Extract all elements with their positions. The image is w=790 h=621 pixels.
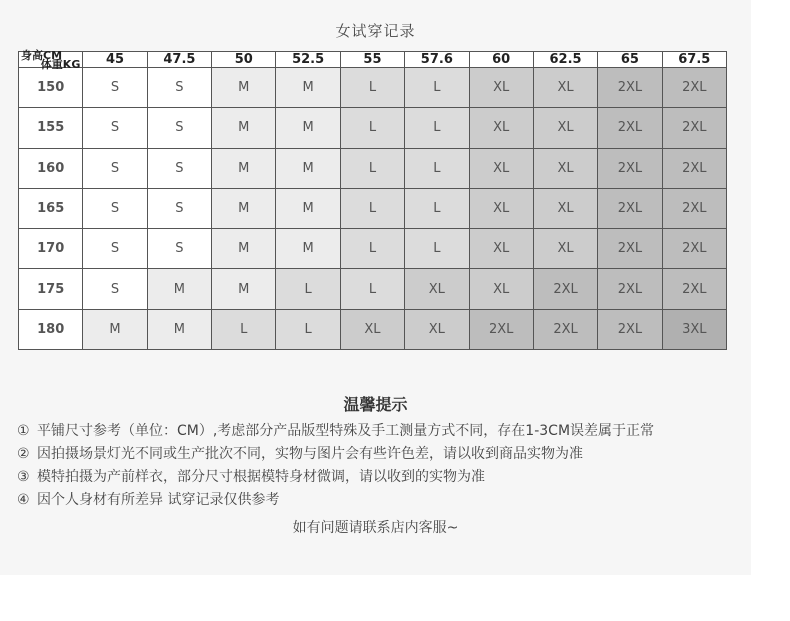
size-cell: 2XL	[598, 229, 662, 269]
tip-text: 因个人身材有所差异 试穿记录仅供参考	[37, 492, 280, 508]
size-cell: M	[212, 229, 276, 269]
table-row	[19, 188, 727, 228]
size-cell: XL	[533, 188, 597, 228]
tip-number: ②	[17, 446, 30, 462]
table-row	[19, 148, 727, 188]
height-row-header: 160	[19, 148, 83, 188]
size-cell: XL	[405, 309, 469, 349]
table-header-row	[19, 52, 727, 68]
size-cell: S	[83, 148, 147, 188]
size-cell: 2XL	[598, 188, 662, 228]
weight-column-header: 60	[469, 52, 533, 68]
size-cell: 2XL	[598, 68, 662, 108]
size-cell: 2XL	[662, 68, 726, 108]
table-corner-header	[19, 49, 83, 71]
size-cell: S	[83, 108, 147, 148]
size-cell: M	[276, 68, 340, 108]
tip-item	[17, 466, 485, 486]
size-cell: 2XL	[598, 309, 662, 349]
size-cell: XL	[469, 188, 533, 228]
size-cell: M	[147, 309, 211, 349]
size-cell: L	[405, 229, 469, 269]
size-cell: XL	[533, 229, 597, 269]
size-cell: M	[83, 309, 147, 349]
size-cell: S	[147, 229, 211, 269]
size-cell: XL	[469, 229, 533, 269]
tip-text: 平铺尺寸参考（单位：CM）,考虑部分产品版型特殊及手工测量方式不同，存在1-3CM误差属于正常	[37, 423, 655, 439]
size-cell: XL	[469, 148, 533, 188]
size-cell: 2XL	[598, 269, 662, 309]
table-row	[19, 108, 727, 148]
size-cell: M	[212, 148, 276, 188]
weight-column-header: 62.5	[533, 52, 597, 68]
size-cell: L	[340, 68, 404, 108]
size-cell: 2XL	[598, 148, 662, 188]
weight-column-header: 50	[212, 52, 276, 68]
size-cell: L	[276, 309, 340, 349]
size-cell: 2XL	[662, 269, 726, 309]
table-row	[19, 309, 727, 349]
height-row-header: 175	[19, 269, 83, 309]
size-cell: XL	[405, 269, 469, 309]
weight-column-header: 57.6	[405, 52, 469, 68]
tip-text: 模特拍摄为产前样衣，部分尺寸根据模特身材微调，请以收到的实物为准	[37, 469, 485, 485]
size-cell: 2XL	[662, 188, 726, 228]
contact-note: 如有问题请联系店内客服~	[292, 520, 459, 536]
weight-column-header: 52.5	[276, 52, 340, 68]
size-cell: L	[340, 229, 404, 269]
tips-title: 温馨提示	[343, 395, 408, 414]
size-cell: XL	[340, 309, 404, 349]
size-cell: L	[340, 188, 404, 228]
size-cell: 2XL	[662, 229, 726, 269]
weight-column-header: 45	[83, 52, 147, 68]
weight-column-header: 65	[598, 52, 662, 68]
tip-number: ③	[17, 469, 30, 485]
height-row-header: 155	[19, 108, 83, 148]
size-cell: L	[405, 68, 469, 108]
height-axis-label: 身高CM	[21, 49, 63, 62]
table-row	[19, 269, 727, 309]
size-cell: M	[212, 188, 276, 228]
size-cell: S	[147, 148, 211, 188]
size-cell: XL	[469, 269, 533, 309]
size-table	[18, 51, 727, 350]
size-cell: XL	[533, 68, 597, 108]
table-row	[19, 68, 727, 108]
tip-number: ①	[17, 423, 30, 439]
tip-number: ④	[17, 492, 30, 508]
size-cell: S	[83, 68, 147, 108]
size-cell: L	[212, 309, 276, 349]
size-cell: L	[405, 188, 469, 228]
height-row-header: 165	[19, 188, 83, 228]
size-cell: 2XL	[533, 309, 597, 349]
height-row-header: 150	[19, 68, 83, 108]
page-title: 女试穿记录	[335, 22, 416, 40]
size-table-body	[19, 68, 727, 350]
size-cell: XL	[533, 148, 597, 188]
tip-text: 因拍摄场景灯光不同或生产批次不同，实物与图片会有些许色差，请以收到商品实物为准	[37, 446, 583, 462]
weight-column-header: 55	[340, 52, 404, 68]
size-cell: 2XL	[533, 269, 597, 309]
size-cell: XL	[533, 108, 597, 148]
size-cell: S	[83, 188, 147, 228]
weight-column-header: 67.5	[662, 52, 726, 68]
size-cell: XL	[469, 108, 533, 148]
tip-item	[17, 420, 654, 440]
size-cell: 2XL	[662, 148, 726, 188]
weight-column-header: 47.5	[147, 52, 211, 68]
size-cell: L	[405, 108, 469, 148]
size-cell: L	[340, 108, 404, 148]
size-cell: L	[405, 148, 469, 188]
size-cell: M	[276, 148, 340, 188]
size-cell: S	[83, 229, 147, 269]
weight-axis-label: 体重KG	[40, 58, 81, 71]
size-cell: M	[276, 108, 340, 148]
size-cell: 2XL	[598, 108, 662, 148]
size-cell: M	[212, 269, 276, 309]
size-cell: 2XL	[662, 108, 726, 148]
size-cell: M	[147, 269, 211, 309]
size-cell: S	[83, 269, 147, 309]
size-cell: S	[147, 188, 211, 228]
size-cell: 2XL	[469, 309, 533, 349]
size-cell: L	[340, 148, 404, 188]
height-row-header: 180	[19, 309, 83, 349]
size-cell: M	[276, 188, 340, 228]
size-cell: M	[276, 229, 340, 269]
size-cell: L	[276, 269, 340, 309]
tip-item	[17, 443, 583, 463]
height-row-header: 170	[19, 229, 83, 269]
size-cell: XL	[469, 68, 533, 108]
size-cell: S	[147, 68, 211, 108]
size-cell: 3XL	[662, 309, 726, 349]
size-cell: S	[147, 108, 211, 148]
size-cell: L	[340, 269, 404, 309]
table-row	[19, 229, 727, 269]
size-cell: M	[212, 68, 276, 108]
tip-item	[17, 489, 279, 509]
size-cell: M	[212, 108, 276, 148]
